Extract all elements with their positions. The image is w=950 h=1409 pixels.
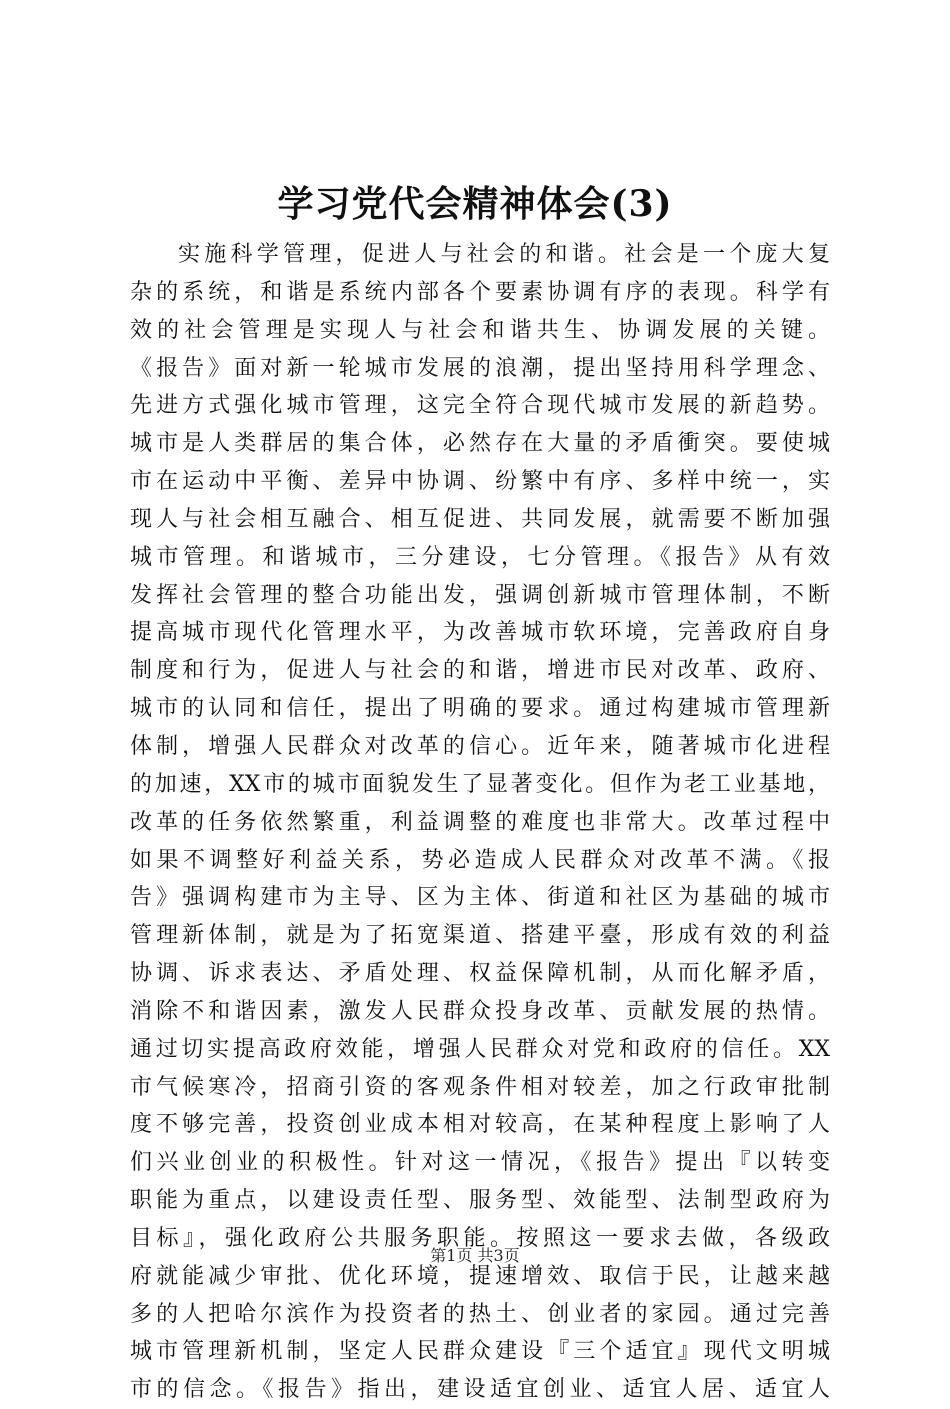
body-line: 的加速，XX市的城市面貌发生了显著变化。但作为老工业基地， — [130, 771, 830, 797]
body-line: 城市管理。和谐城市，三分建设，七分管理。《报告》从有效 — [130, 544, 830, 570]
body-line: 多的人把哈尔滨作为投资者的热土、创业者的家园。通过完善 — [130, 1301, 830, 1327]
body-line: 度不够完善，投资创业成本相对较高，在某种程度上影响了人 — [130, 1112, 830, 1138]
body-line: 发挥社会管理的整合功能出发，强调创新城市管理体制，不断 — [130, 582, 830, 608]
body-line: 协调、诉求表达、矛盾处理、权益保障机制，从而化解矛盾， — [130, 961, 830, 987]
body-line: 们兴业创业的积极性。针对这一情况，《报告》提出『以转变 — [130, 1150, 830, 1176]
body-line: 先进方式强化城市管理，这完全符合现代城市发展的新趋势。 — [130, 393, 830, 419]
body-line: 市的信念。《报告》指出，建设适宜创业、适宜人居、适宜人 — [130, 1377, 830, 1403]
body-line: 实施科学管理，促进人与社会的和谐。社会是一个庞大复 — [178, 242, 830, 267]
body-line: 改革的任务依然繁重，利益调整的难度也非常大。改革过程中 — [130, 809, 830, 835]
body-line: 城市管理新机制，坚定人民群众建设『三个适宜』现代文明城 — [130, 1339, 830, 1365]
body-line: 市气候寒冷，招商引资的客观条件相对较差，加之行政审批制 — [130, 1074, 830, 1100]
body-line: 目标』，强化政府公共服务职能。按照这一要求去做，各级政 — [130, 1225, 830, 1251]
body-line: 府就能减少审批、优化环境，提速增效、取信于民，让越来越 — [130, 1263, 830, 1289]
body-line: 制度和行为，促进人与社会的和谐，增进市民对改革、政府、 — [130, 658, 830, 684]
body-line: 杂的系统，和谐是系统内部各个要素协调有序的表现。科学有 — [130, 279, 830, 305]
body-line: 市在运动中平衡、差异中协调、纷繁中有序、多样中统一，实 — [130, 469, 830, 495]
document-title: 学习党代会精神体会(3) — [277, 183, 673, 225]
body-line: 现人与社会相互融合、相互促进、共同发展，就需要不断加强 — [130, 506, 830, 532]
body-line: 消除不和谐因素，激发人民群众投身改革、贡献发展的热情。 — [130, 998, 830, 1024]
page-footer: 第1页 共3页 — [430, 1246, 520, 1265]
body-line: 通过切实提高政府效能，增强人民群众对党和政府的信任。XX — [130, 1036, 830, 1062]
body-line: 城市是人类群居的集合体，必然存在大量的矛盾衝突。要使城 — [130, 431, 830, 457]
body-line: 城市的认同和信任，提出了明确的要求。通过构建城市管理新 — [130, 696, 830, 722]
body-line: 告》强调构建市为主导、区为主体、街道和社区为基础的城市 — [130, 885, 830, 911]
body-line: 体制，增强人民群众对改革的信心。近年来，随著城市化进程 — [130, 733, 830, 759]
body-line: 职能为重点，以建设责任型、服务型、效能型、法制型政府为 — [130, 1188, 830, 1214]
body-line: 《报告》面对新一轮城市发展的浪潮，提出坚持用科学理念、 — [130, 355, 830, 381]
body-line: 如果不调整好利益关系，势必造成人民群众对改革不满。《报 — [130, 847, 830, 873]
document-body — [130, 236, 830, 1409]
body-line: 效的社会管理是实现人与社会和谐共生、协调发展的关键。 — [130, 317, 830, 343]
body-line: 提高城市现代化管理水平，为改善城市软环境，完善政府自身 — [130, 620, 830, 646]
body-line: 管理新体制，就是为了拓宽渠道、搭建平臺，形成有效的利益 — [130, 923, 830, 949]
